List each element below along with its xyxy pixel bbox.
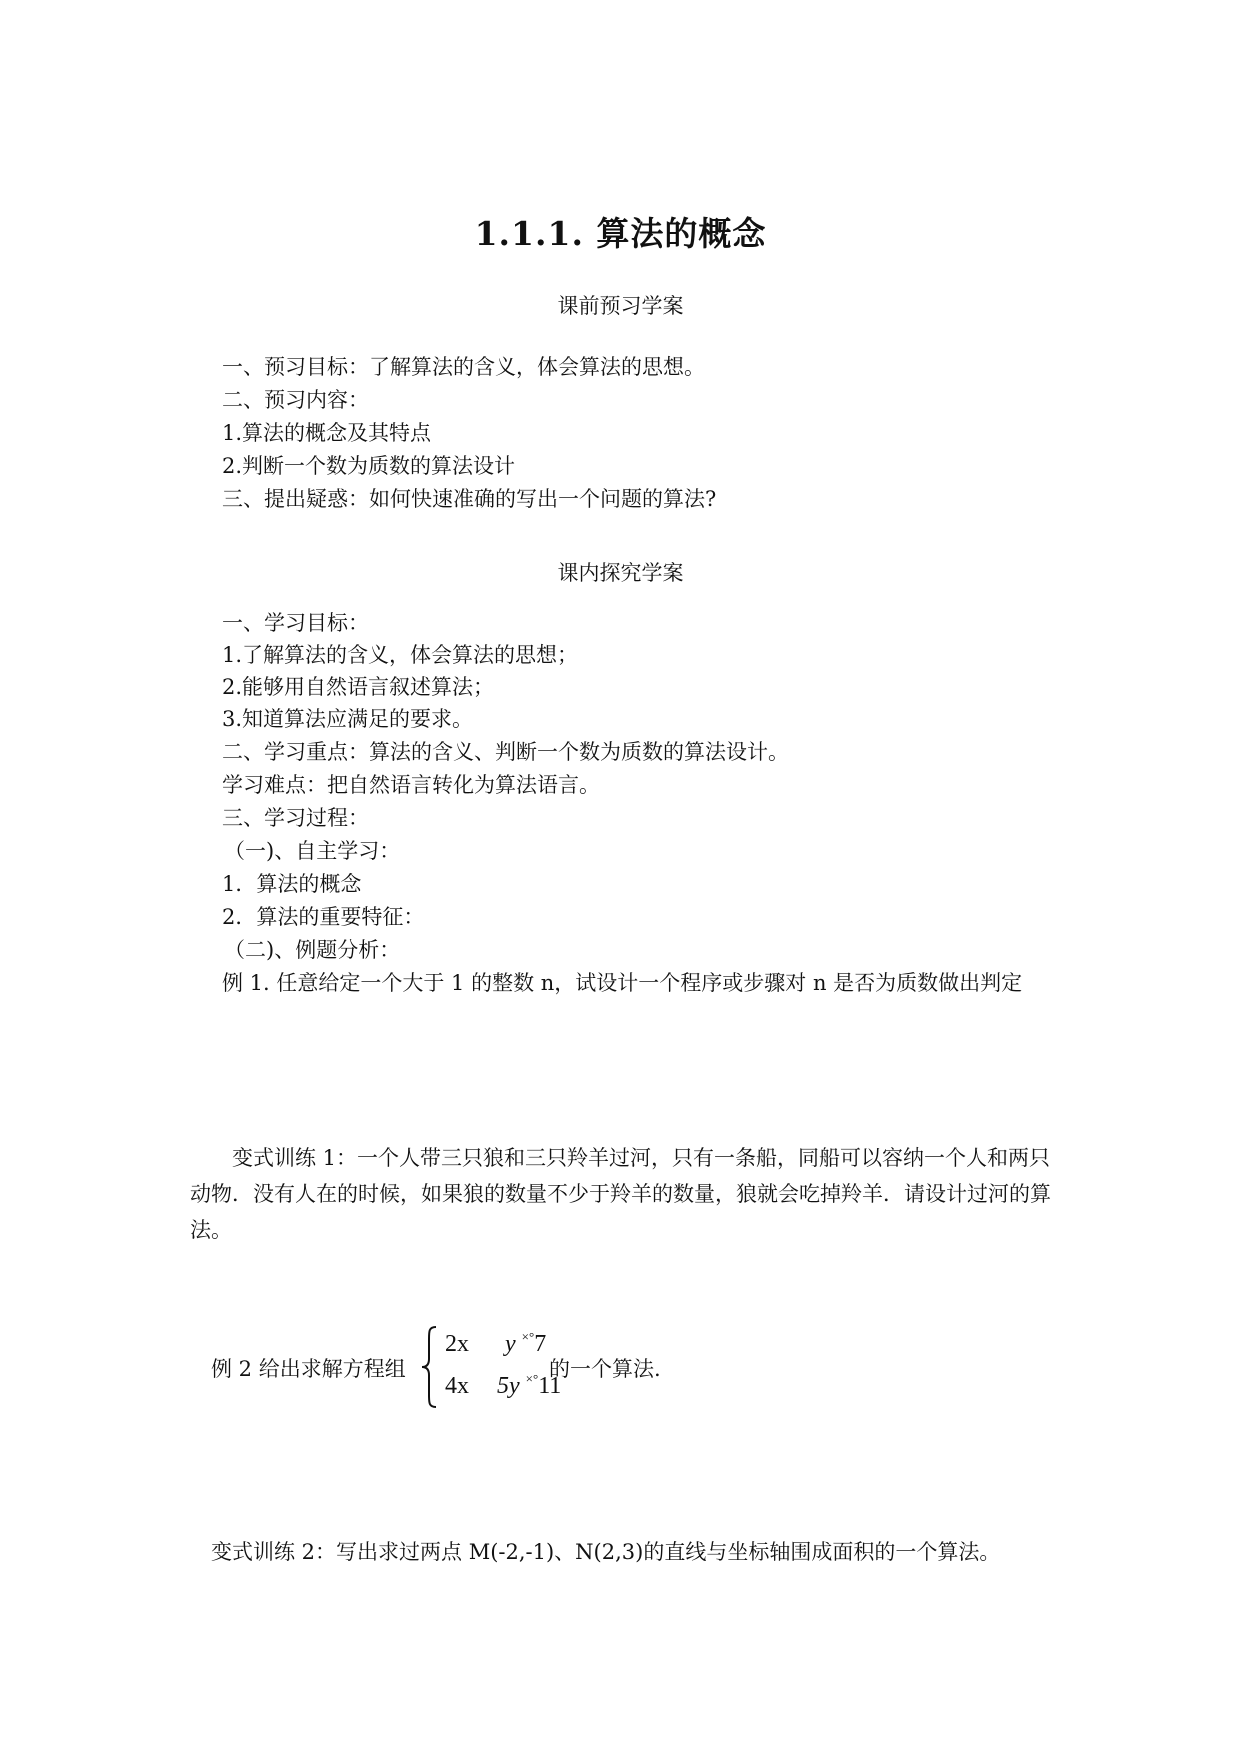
equation-2-term-a: 4x [445,1373,469,1399]
difficult-points: 学习难点：把自然语言转化为算法语言。 [222,773,600,797]
preview-item-1: 1.算法的概念及其特点 [222,421,432,445]
example-analysis-label: （二)、例题分析： [224,938,401,962]
answer-space-example-2 [190,1420,1050,1500]
example-2-suffix: 的一个算法. [549,1357,661,1381]
equation-1-term-a: 2x [445,1331,469,1357]
equation-2 [445,1371,561,1400]
variant-training-2: 变式训练 2：写出求过两点 M(-2,-1)、N(2,3)的直线与坐标轴围成面积的一个算法。 [211,1540,1001,1564]
equation-2-term-b: 5y [497,1373,520,1399]
preview-item-2: 2.判断一个数为质数的算法设计 [222,454,516,478]
learning-goals-label: 一、学习目标： [222,611,369,635]
equation-2-rhs: 11 [538,1373,562,1399]
inclass-heading: 课内探究学案 [557,561,684,585]
equation-1-mark: ×° [521,1329,535,1344]
equation-1-rhs: 7 [534,1331,547,1357]
left-brace-icon [421,1325,439,1409]
equation-1 [445,1329,546,1358]
example-1: 例 1. 任意给定一个大于 1 的整数 n，试设计一个程序或步骤对 n 是否为质数做出判定 [222,971,1023,995]
preview-question: 三、提出疑惑：如何快速准确的写出一个问题的算法? [222,487,717,511]
learning-goal-2: 2.能够用自然语言叙述算法； [222,675,495,699]
preview-content-label: 二、预习内容： [222,388,369,412]
learning-goal-1: 1.了解算法的含义，体会算法的思想； [222,643,579,667]
page-title: 1.1.1. 算法的概念 [474,214,767,253]
self-study-item-1: 1．算法的概念 [222,872,362,896]
preview-goal: 一、预习目标：了解算法的含义，体会算法的思想。 [222,355,705,379]
example-2-prefix: 例 2 给出求解方程组 [211,1357,406,1381]
equation-1-term-b: y [505,1331,516,1357]
learning-goal-3: 3.知道算法应满足的要求。 [222,707,474,731]
self-study-label: （一)、自主学习： [224,839,401,863]
key-points: 二、学习重点：算法的含义、判断一个数为质数的算法设计。 [222,740,789,764]
answer-space-variant-1 [190,1250,1050,1320]
answer-space-example-1 [190,1000,1050,1130]
preview-heading: 课前预习学案 [557,294,684,318]
self-study-item-2: 2．算法的重要特征： [222,905,425,929]
process-label: 三、学习过程： [222,806,369,830]
variant-training-1: 变式训练 1：一个人带三只狼和三只羚羊过河，只有一条船，同船可以容纳一个人和两只动物．没有人在的时候，如果狼的数量不少于羚羊的数量，狼就会吃掉羚羊．请设计过河的算法。 [190,1146,1051,1242]
equation-2-mark: ×° [525,1371,539,1386]
